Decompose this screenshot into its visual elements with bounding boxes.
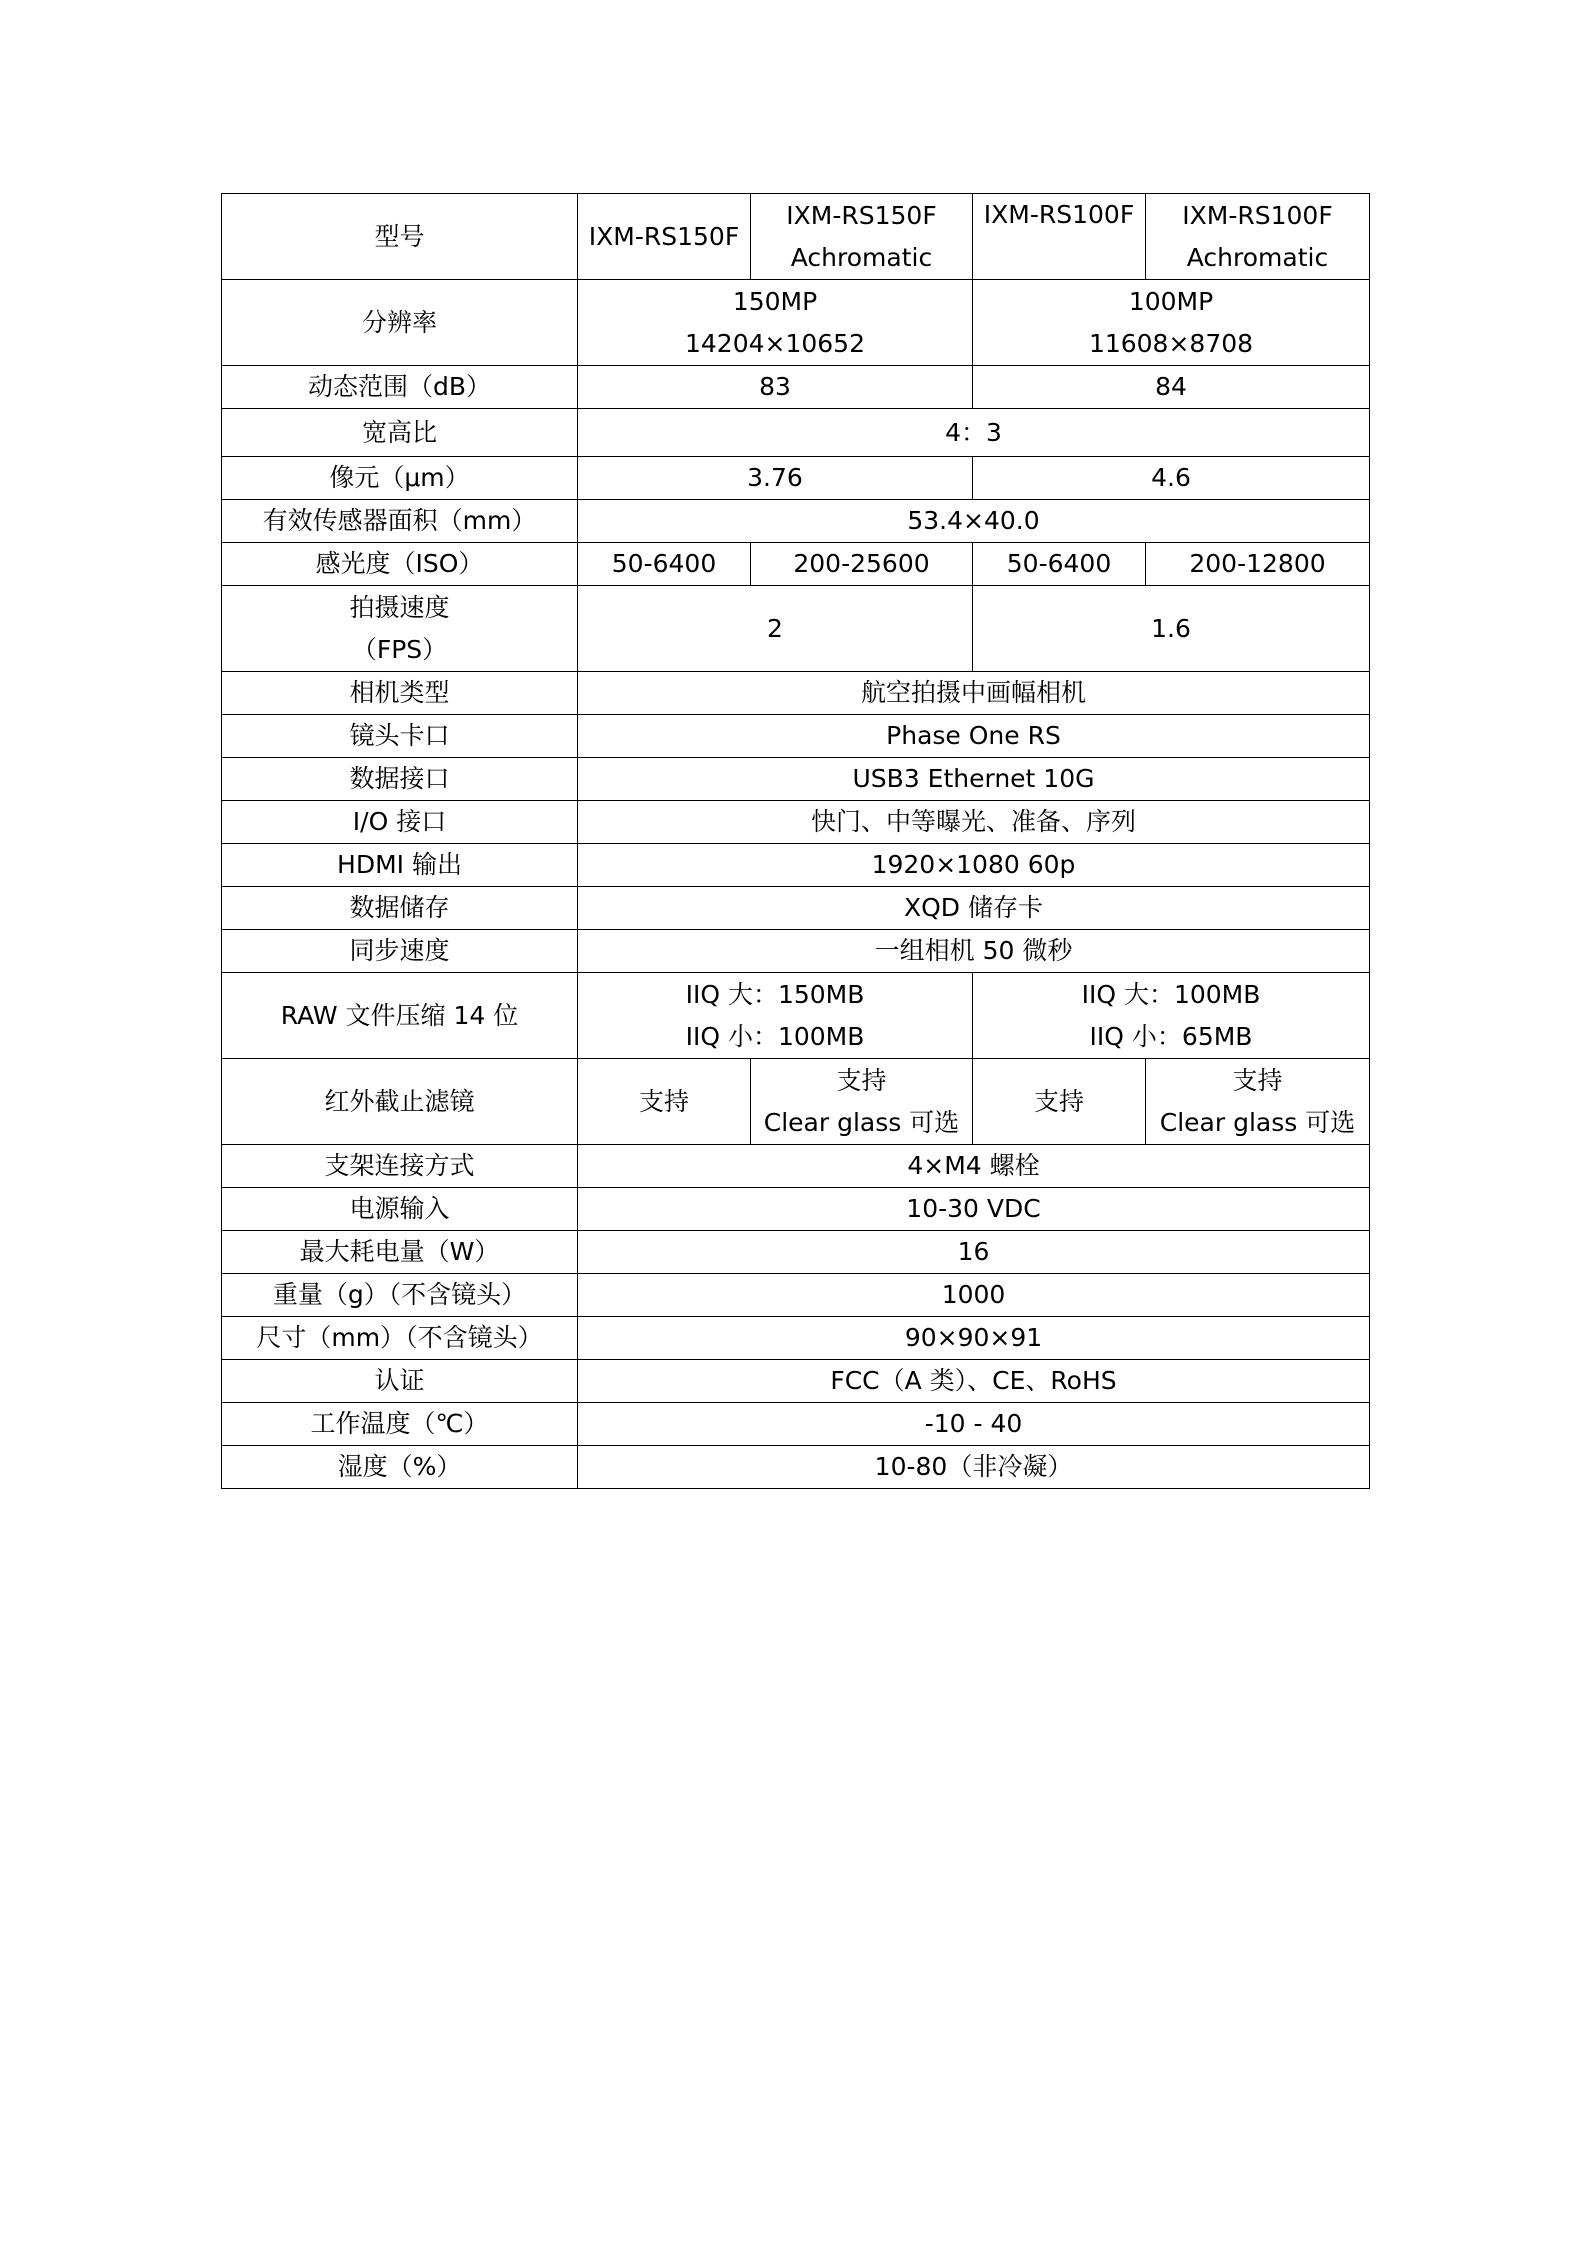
cell bbox=[973, 280, 1370, 366]
cell: 200-25600 bbox=[751, 543, 973, 586]
line: IIQ 大：150MB bbox=[685, 979, 865, 1009]
row-model bbox=[222, 194, 1370, 280]
cell: 50-6400 bbox=[578, 543, 751, 586]
row-label: 同步速度 bbox=[222, 930, 578, 973]
line: IIQ 小：100MB bbox=[685, 1021, 865, 1051]
row-dynamic-range bbox=[222, 366, 1370, 409]
row-storage bbox=[222, 887, 1370, 930]
row-label: 电源输入 bbox=[222, 1188, 578, 1231]
row-label: 动态范围（dB） bbox=[222, 366, 578, 409]
line: Clear glass 可选 bbox=[1159, 1107, 1356, 1137]
cell: 1920×1080 60p bbox=[578, 844, 1370, 887]
row-iso bbox=[222, 543, 1370, 586]
row-label: 湿度（%） bbox=[222, 1446, 578, 1489]
row-label: HDMI 输出 bbox=[222, 844, 578, 887]
cell: FCC（A 类）、CE、RoHS bbox=[578, 1360, 1370, 1403]
cell: 83 bbox=[578, 366, 973, 409]
row-weight bbox=[222, 1274, 1370, 1317]
line: （FPS） bbox=[351, 634, 448, 664]
cell bbox=[751, 194, 973, 280]
line: 支持 bbox=[1232, 1065, 1283, 1095]
cell: USB3 Ethernet 10G bbox=[578, 758, 1370, 801]
row-label: 宽高比 bbox=[222, 409, 578, 457]
row-humidity bbox=[222, 1446, 1370, 1489]
spec-table bbox=[221, 193, 1370, 1489]
line: IIQ 小：65MB bbox=[1089, 1021, 1253, 1051]
line: IXM-RS150F bbox=[786, 200, 937, 230]
cell bbox=[578, 280, 973, 366]
line: Achromatic bbox=[1186, 242, 1329, 272]
cell: 4×M4 螺栓 bbox=[578, 1145, 1370, 1188]
row-hdmi bbox=[222, 844, 1370, 887]
row-sync bbox=[222, 930, 1370, 973]
cell: 200-12800 bbox=[1146, 543, 1370, 586]
cell: 4.6 bbox=[973, 457, 1370, 500]
cell: 3.76 bbox=[578, 457, 973, 500]
row-label: 尺寸（mm）（不含镜头） bbox=[222, 1317, 578, 1360]
row-label: 支架连接方式 bbox=[222, 1145, 578, 1188]
row-label: 重量（g）（不含镜头） bbox=[222, 1274, 578, 1317]
cell: 支持 bbox=[973, 1059, 1146, 1145]
line: 拍摄速度 bbox=[349, 592, 450, 622]
cell: 航空拍摄中画幅相机 bbox=[578, 672, 1370, 715]
cell bbox=[1146, 194, 1370, 280]
cell: -10 - 40 bbox=[578, 1403, 1370, 1446]
cell bbox=[1146, 1059, 1370, 1145]
row-label: 数据储存 bbox=[222, 887, 578, 930]
cell: 84 bbox=[973, 366, 1370, 409]
cell: 16 bbox=[578, 1231, 1370, 1274]
line: Clear glass 可选 bbox=[763, 1107, 960, 1137]
cell: 1000 bbox=[578, 1274, 1370, 1317]
line: 14204×10652 bbox=[684, 328, 865, 358]
row-label: 镜头卡口 bbox=[222, 715, 578, 758]
row-mounting bbox=[222, 1145, 1370, 1188]
row-max-power bbox=[222, 1231, 1370, 1274]
row-cert bbox=[222, 1360, 1370, 1403]
row-label: RAW 文件压缩 14 位 bbox=[222, 973, 578, 1059]
row-camera-type bbox=[222, 672, 1370, 715]
cell bbox=[751, 1059, 973, 1145]
row-data-interface bbox=[222, 758, 1370, 801]
row-pixel bbox=[222, 457, 1370, 500]
row-label: 工作温度（℃） bbox=[222, 1403, 578, 1446]
line: IIQ 大：100MB bbox=[1081, 979, 1261, 1009]
cell: XQD 储存卡 bbox=[578, 887, 1370, 930]
row-label: 型号 bbox=[222, 194, 578, 280]
line: 150MP bbox=[732, 286, 818, 316]
row-resolution bbox=[222, 280, 1370, 366]
row-label: 红外截止滤镜 bbox=[222, 1059, 578, 1145]
cell: 53.4×40.0 bbox=[578, 500, 1370, 543]
row-temp bbox=[222, 1403, 1370, 1446]
row-aspect bbox=[222, 409, 1370, 457]
row-label: 数据接口 bbox=[222, 758, 578, 801]
cell: IXM-RS100F bbox=[973, 194, 1146, 280]
row-label: 相机类型 bbox=[222, 672, 578, 715]
cell: 90×90×91 bbox=[578, 1317, 1370, 1360]
row-label: I/O 接口 bbox=[222, 801, 578, 844]
row-label: 分辨率 bbox=[222, 280, 578, 366]
row-power-input bbox=[222, 1188, 1370, 1231]
line: 100MP bbox=[1128, 286, 1214, 316]
cell: 快门、中等曝光、准备、序列 bbox=[578, 801, 1370, 844]
row-fps bbox=[222, 586, 1370, 672]
row-sensor-area bbox=[222, 500, 1370, 543]
line: 11608×8708 bbox=[1088, 328, 1254, 358]
cell: 10-80（非冷凝） bbox=[578, 1446, 1370, 1489]
cell: IXM-RS150F bbox=[578, 194, 751, 280]
row-ir-filter bbox=[222, 1059, 1370, 1145]
cell: Phase One RS bbox=[578, 715, 1370, 758]
cell bbox=[973, 973, 1370, 1059]
cell: 1.6 bbox=[973, 586, 1370, 672]
cell: 50-6400 bbox=[973, 543, 1146, 586]
row-label: 最大耗电量（W） bbox=[222, 1231, 578, 1274]
line: Achromatic bbox=[790, 242, 933, 272]
row-label: 有效传感器面积（mm） bbox=[222, 500, 578, 543]
row-io bbox=[222, 801, 1370, 844]
line: IXM-RS100F bbox=[1182, 200, 1333, 230]
row-mount bbox=[222, 715, 1370, 758]
cell: 支持 bbox=[578, 1059, 751, 1145]
row-size bbox=[222, 1317, 1370, 1360]
cell: 4：3 bbox=[578, 409, 1370, 457]
row-label: 认证 bbox=[222, 1360, 578, 1403]
line: 支持 bbox=[836, 1065, 887, 1095]
cell: 2 bbox=[578, 586, 973, 672]
cell: 一组相机 50 微秒 bbox=[578, 930, 1370, 973]
cell bbox=[578, 973, 973, 1059]
row-label bbox=[222, 586, 578, 672]
cell: 10-30 VDC bbox=[578, 1188, 1370, 1231]
row-label: 感光度（ISO） bbox=[222, 543, 578, 586]
row-raw bbox=[222, 973, 1370, 1059]
row-label: 像元（μm） bbox=[222, 457, 578, 500]
